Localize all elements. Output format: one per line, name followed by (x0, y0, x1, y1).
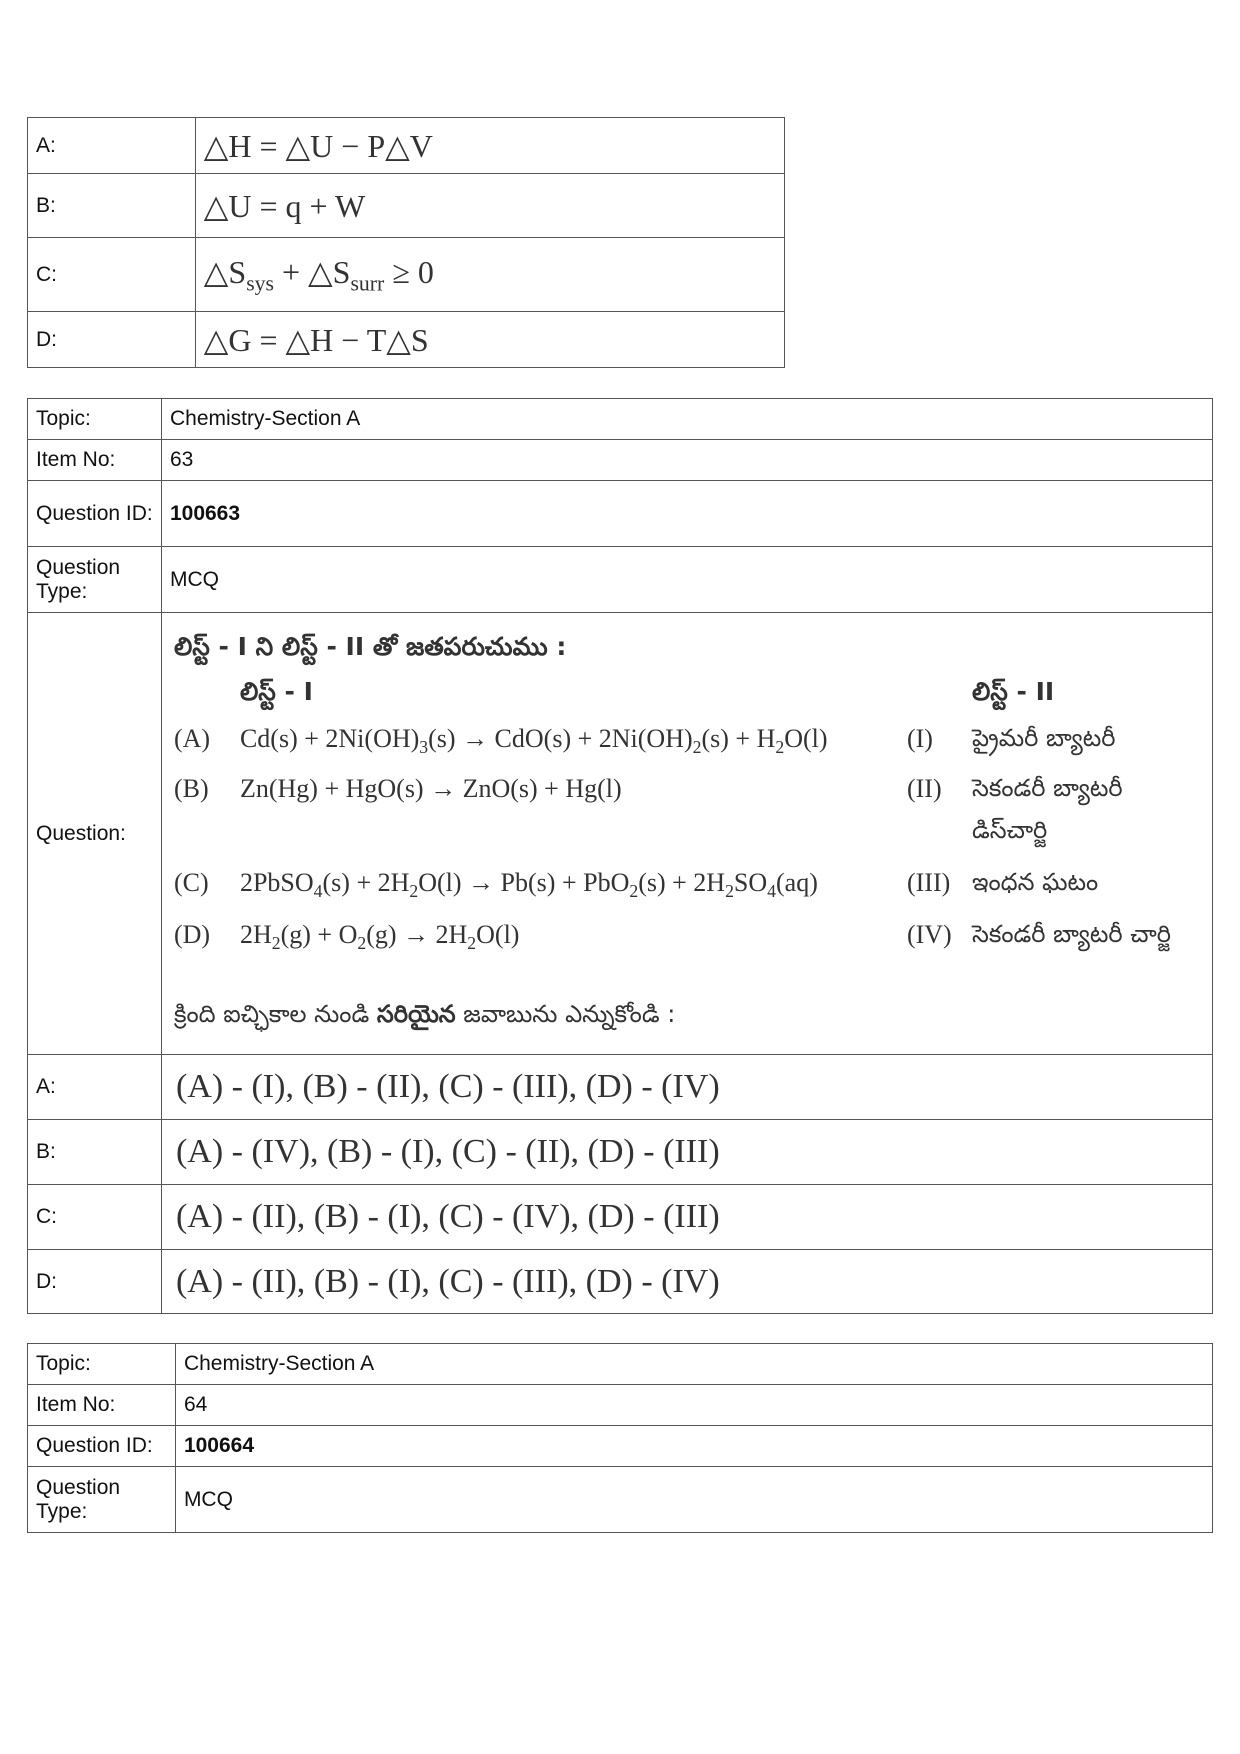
topic-value: Chemistry-Section A (175, 1344, 1212, 1385)
option-formula: $\triangle S_{sys}$ + $\triangle S_{surr} \ge 0$ (195, 238, 784, 312)
qtype-label: Question Type: (28, 547, 162, 613)
item-row (28, 1385, 1213, 1426)
row-c-num: (III) (906, 867, 951, 897)
qtype-value: MCQ (161, 547, 1212, 613)
question-64-table (27, 1343, 1213, 1533)
option-row-c (28, 238, 785, 312)
option-label: B: (28, 174, 196, 238)
option-row-b (28, 174, 785, 238)
qtype-row (28, 547, 1213, 613)
row-b-text-2: డిస్‌చార్జి (971, 815, 1048, 844)
prev-options-table (27, 117, 785, 368)
option-formula: △H = △U − P△V (195, 118, 784, 174)
qtype-label: Question Type: (28, 1467, 176, 1533)
list-1-heading: లిస్ట్ - I (239, 676, 313, 706)
answer-row-c (28, 1185, 1213, 1250)
question-row (28, 613, 1213, 1055)
option-formula: △U = q + W (195, 174, 784, 238)
qid-value: 100663 (161, 481, 1212, 547)
qid-row (28, 481, 1213, 547)
list-2-heading: లిస్ట్ - II (971, 676, 1055, 706)
row-b-text: సెకండరీ బ్యాటరీ (971, 773, 1123, 802)
row-a-text: ప్రైమరీ బ్యాటరీ (971, 723, 1116, 752)
row-b-num: (II) (906, 773, 942, 803)
qtype-value: MCQ (175, 1467, 1212, 1533)
row-d-equation: $2H_2(g) + O_2(g) \to 2H_2O(l)$ (239, 919, 520, 953)
option-label: C: (28, 238, 196, 312)
item-value: 63 (161, 440, 1212, 481)
row-c-text: ఇంధన ఘటం (971, 867, 1099, 896)
topic-row (28, 399, 1213, 440)
row-c-equation: 2PbSO$_4$(s) + $2H_2O(l) \to Pb(s) + PbO_2(s) + 2H_2SO_4(aq)$ (239, 867, 818, 901)
answer-row-b (28, 1120, 1213, 1185)
option-row-a (28, 118, 785, 174)
row-d-num: (IV) (906, 919, 952, 949)
answer-text: (A) - (I), (B) - (II), (C) - (III), (D) - (IV) (161, 1055, 1212, 1120)
item-value: 64 (175, 1385, 1212, 1426)
item-label: Item No: (28, 440, 162, 481)
answer-label: D: (28, 1250, 162, 1314)
answer-row-d (28, 1250, 1213, 1314)
question-label: Question: (28, 613, 162, 1055)
answer-text: (A) - (IV), (B) - (I), (C) - (II), (D) - (III) (161, 1120, 1212, 1185)
qid-label: Question ID: (28, 1426, 176, 1467)
row-a-equation: $Cd(s) + 2Ni(OH)_3(s) \to CdO(s) + 2Ni(OH)_2(s) + H_2O(l)$ (239, 723, 828, 757)
row-a-key: (A) (173, 723, 211, 753)
option-row-d (28, 312, 785, 368)
row-b-key: (B) (173, 773, 209, 803)
topic-label: Topic: (28, 1344, 176, 1385)
option-label: D: (28, 312, 196, 368)
answer-text: (A) - (II), (B) - (I), (C) - (III), (D) - (IV) (161, 1250, 1212, 1314)
row-c-key: (C) (173, 867, 209, 897)
row-d-text: సెకండరీ బ్యాటరీ చార్జి (971, 919, 1171, 948)
option-formula: △G = △H − T△S (195, 312, 784, 368)
row-a-num: (I) (906, 723, 933, 753)
row-b-equation: Zn(Hg) + HgO(s) → ZnO(s) + Hg(l) (239, 773, 622, 803)
answer-label: A: (28, 1055, 162, 1120)
qid-row (28, 1426, 1213, 1467)
item-label: Item No: (28, 1385, 176, 1426)
item-row (28, 440, 1213, 481)
answer-row-a (28, 1055, 1213, 1120)
topic-row (28, 1344, 1213, 1385)
topic-label: Topic: (28, 399, 162, 440)
qtype-row (28, 1467, 1213, 1533)
question-instruction: క్రింది ఐచ్ఛికాల నుండి సరియైన జవాబును ఎన్నుకోండి : (173, 999, 676, 1028)
option-label: A: (28, 118, 196, 174)
answer-text: (A) - (II), (B) - (I), (C) - (IV), (D) - (III) (161, 1185, 1212, 1250)
qid-label: Question ID: (28, 481, 162, 547)
topic-value: Chemistry-Section A (161, 399, 1212, 440)
question-body (161, 613, 1212, 1055)
qid-value: 100664 (175, 1426, 1212, 1467)
answer-label: C: (28, 1185, 162, 1250)
question-63-table (27, 398, 1213, 1314)
answer-label: B: (28, 1120, 162, 1185)
row-d-key: (D) (173, 919, 211, 949)
question-intro: లిస్ట్ - I ని లిస్ట్ - II తో జతపరుచుము : (173, 631, 567, 661)
